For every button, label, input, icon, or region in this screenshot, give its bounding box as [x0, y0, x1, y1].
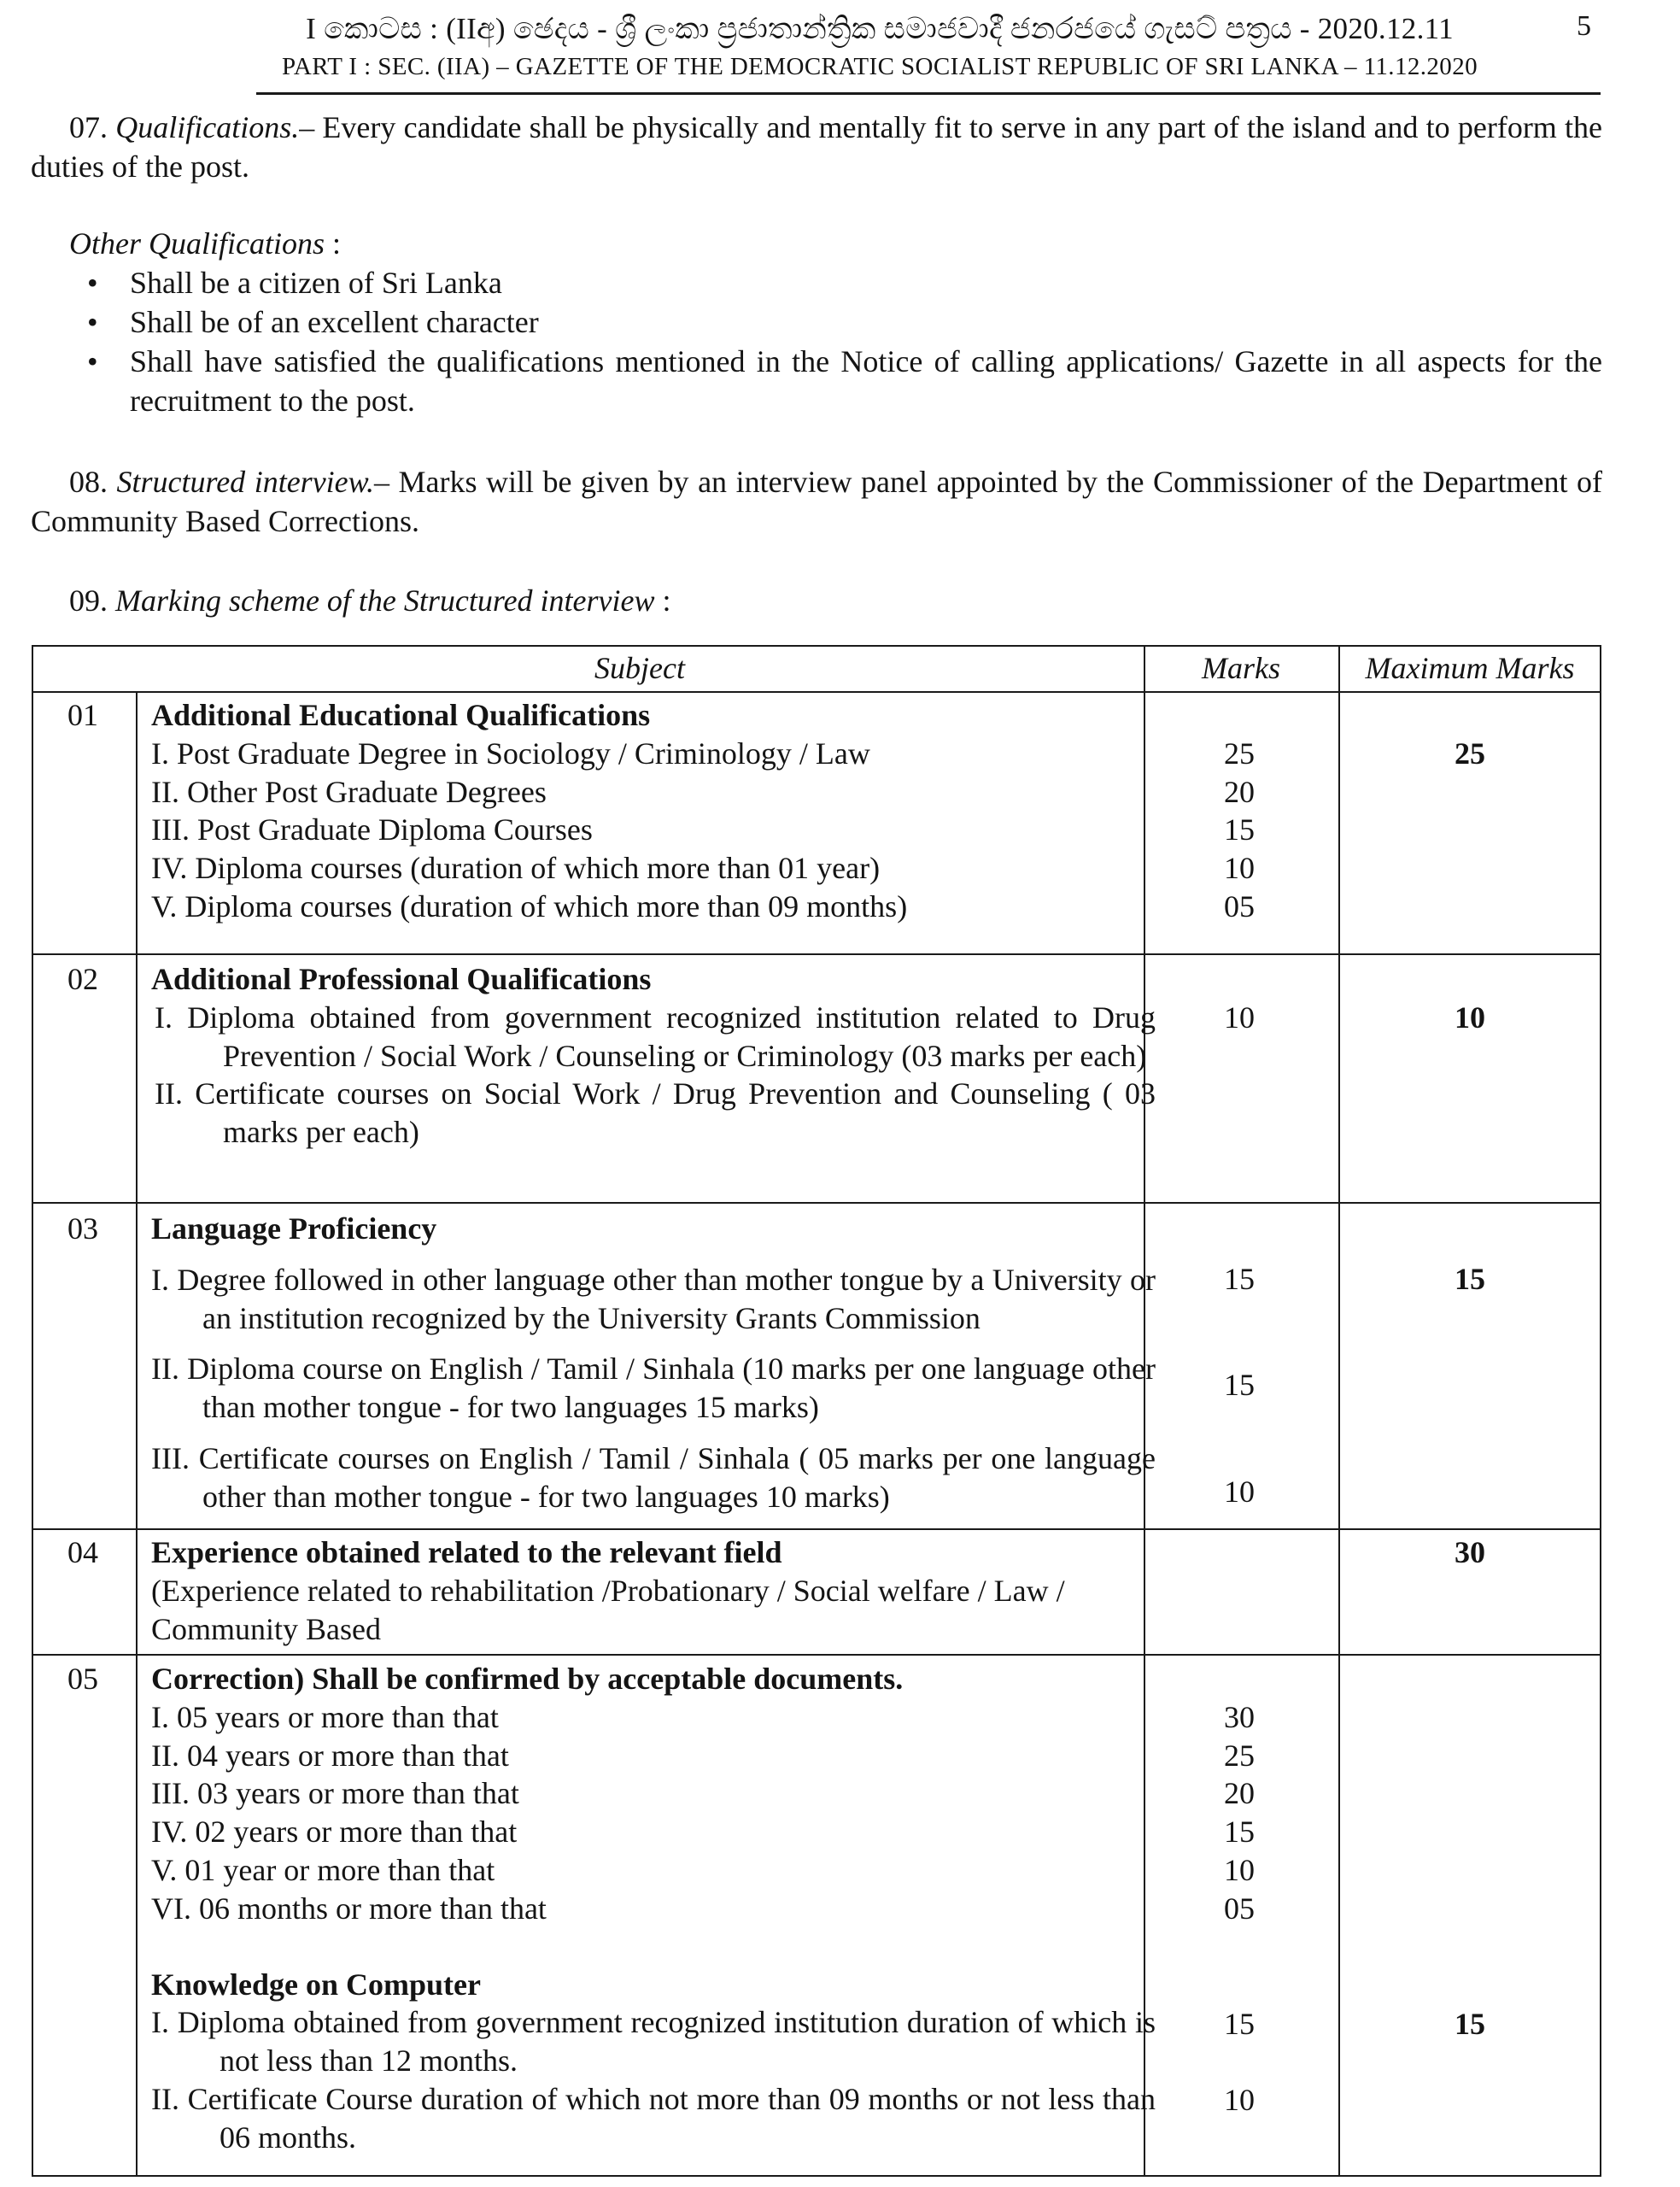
row-title: Language Proficiency [151, 1211, 437, 1246]
row-item: II. Other Post Graduate Degrees [151, 774, 547, 809]
row-item: V. Diploma courses (duration of which more than 09 months) [151, 888, 908, 923]
row-line: (Experience related to rehabilitation /Probationary / Social welfare / Law / [151, 1573, 1065, 1608]
table-header-marks: Marks [1202, 651, 1280, 685]
header-sinhala-line: I කොටස : (IIඅ) ඡෙදය - ශ්‍රී ලංකා ප්‍රජාතාන්ත්‍රික සමාජවාදී ජනරජයේ ගැසට් පත්‍රය - 2020.12.11 [306, 12, 1454, 45]
section-09-heading-line [31, 581, 1602, 620]
table-border-left [32, 645, 33, 2177]
section-07-title: Qualifications. [115, 110, 300, 144]
bullet-icon: • [87, 305, 98, 339]
marks-value: 15 [1224, 812, 1255, 847]
header-english-line: PART I : SEC. (IIA) – GAZETTE OF THE DEMOCRATIC SOCIALIST REPUBLIC OF SRI LANKA – 11.12.2020 [281, 53, 1478, 80]
header-rule [256, 92, 1601, 95]
other-qualifications-list [31, 263, 1602, 420]
row-item: I. Post Graduate Degree in Sociology / Criminology / Law [151, 736, 870, 771]
table-row [151, 1210, 1156, 1516]
row-item: I. Diploma obtained from government recognized institution duration of which is not less than 12 months. [151, 2005, 1156, 2079]
row-item: I. Degree followed in other language other than mother tongue by a University or an institution recognized by the University Grants Commission [151, 1262, 1156, 1335]
row-item: V. 01 year or more than that [151, 1852, 495, 1887]
table-header-subject: Subject [594, 651, 685, 685]
table-row [151, 696, 1156, 926]
marks-value: 30 [1224, 1699, 1255, 1734]
max-marks-value: 15 [1455, 1262, 1485, 1296]
marking-scheme-table [32, 645, 1601, 2177]
row-number: 02 [67, 962, 98, 996]
marks-value: 15 [1224, 2007, 1255, 2041]
max-marks-value: 10 [1455, 1000, 1485, 1035]
bullet-icon: • [87, 344, 98, 378]
marks-value: 10 [1224, 1852, 1255, 1887]
marks-value: 15 [1224, 1262, 1255, 1296]
row-item: II. Certificate courses on Social Work / Drug Prevention and Counseling ( 03 marks per each) [155, 1076, 1156, 1150]
section-08-paragraph [31, 462, 1602, 541]
section-07-text: – Every candidate shall be physically and mentally fit to serve in any part of the island and to perform the duties of the post. [31, 110, 1603, 184]
section-09-title: Marking scheme of the Structured interview [115, 583, 655, 618]
row-number: 01 [67, 698, 98, 732]
section-08-number: 08. [69, 465, 108, 499]
row-item: III. Certificate courses on English / Tamil / Sinhala ( 05 marks per one language other than mother tongue - for two languages 10 marks) [151, 1440, 1156, 1514]
row-title: Additional Professional Qualifications [151, 962, 652, 996]
list-item: • Shall be a citizen of Sri Lanka [31, 263, 1602, 302]
marks-value: 10 [1224, 1000, 1255, 1035]
marks-value: 10 [1224, 2083, 1255, 2117]
row-number: 04 [67, 1535, 98, 1569]
section-09-colon: : [654, 583, 671, 618]
marks-value: 15 [1224, 1368, 1255, 1402]
row-subtitle: Knowledge on Computer [151, 1967, 481, 2002]
max-marks-value: 25 [1455, 736, 1485, 771]
row-title: Correction) Shall be confirmed by acceptable documents. [151, 1662, 904, 1696]
row-number: 03 [67, 1211, 98, 1246]
table-border-right [1600, 645, 1601, 2177]
marks-value: 25 [1224, 1738, 1255, 1773]
marks-column [1142, 1698, 1337, 1928]
row-line: Community Based [151, 1611, 381, 1646]
max-marks-value: 15 [1455, 2007, 1485, 2041]
marks-value: 20 [1224, 1776, 1255, 1811]
table-row-rule [32, 1654, 1601, 1656]
section-09-number: 09. [69, 583, 108, 618]
row-item: II. 04 years or more than that [151, 1738, 509, 1773]
row-title: Experience obtained related to the relevant field [151, 1535, 782, 1569]
table-row [151, 960, 1156, 1152]
row-item: VI. 06 months or more than that [151, 1891, 547, 1926]
row-item: I. 05 years or more than that [151, 1699, 499, 1734]
table-row [151, 1533, 1156, 1648]
row-item: IV. Diploma courses (duration of which more than 01 year) [151, 851, 881, 886]
marks-column [1142, 735, 1337, 926]
marks-value: 10 [1224, 851, 1255, 886]
table-row-rule [32, 1202, 1601, 1204]
other-qualifications-colon: : [325, 226, 342, 261]
table-border-bottom [32, 2175, 1601, 2177]
other-qualifications-heading: Other Qualifications [69, 226, 325, 261]
max-marks-value: 30 [1455, 1535, 1485, 1569]
table-header-rule [32, 691, 1601, 693]
table-header-max: Maximum Marks [1365, 651, 1575, 685]
table-row-rule [32, 1528, 1601, 1530]
list-item: • Shall have satisfied the qualifications mentioned in the Notice of calling applications/ Gazette in all aspects for the recruitment to the post. [31, 342, 1602, 420]
marks-value: 20 [1224, 774, 1255, 809]
row-item: III. 03 years or more than that [151, 1776, 519, 1811]
row-item: III. Post Graduate Diploma Courses [151, 812, 593, 847]
row-item: II. Diploma course on English / Tamil / Sinhala (10 marks per one language other than mother tongue - for two languages 15 marks) [151, 1351, 1156, 1425]
row-item: IV. 02 years or more than that [151, 1815, 518, 1850]
marks-value: 15 [1224, 1815, 1255, 1850]
table-row [151, 1660, 1156, 2157]
table-divider-number [136, 691, 138, 2177]
marks-value: 10 [1224, 1475, 1255, 1509]
row-item: II. Certificate Course duration of which not more than 09 months or not less than 06 months. [151, 2081, 1156, 2155]
marks-value: 25 [1224, 736, 1255, 771]
section-07-paragraph [31, 108, 1602, 186]
table-border-top [32, 645, 1601, 647]
other-qualifications-heading-line [31, 224, 1602, 263]
bullet-icon: • [87, 266, 98, 300]
list-item: • Shall be of an excellent character [31, 302, 1602, 342]
table-row-rule [32, 953, 1601, 955]
section-08-title: Structured interview. [116, 465, 374, 499]
marks-value: 05 [1224, 1891, 1255, 1926]
page-number: 5 [1577, 10, 1591, 42]
row-title: Additional Educational Qualifications [151, 698, 651, 732]
section-08-text: – Marks will be given by an interview panel appointed by the Commissioner of the Department of Community Based Corrections. [31, 465, 1603, 538]
marks-value: 05 [1224, 888, 1255, 923]
section-07-number: 07. [69, 110, 108, 144]
row-number: 05 [67, 1662, 98, 1696]
row-item: I. Diploma obtained from government recognized institution related to Drug Prevention / Social Work / Counseling or Criminology (03 marks per each) [155, 1000, 1156, 1073]
table-divider-max [1338, 645, 1340, 2177]
